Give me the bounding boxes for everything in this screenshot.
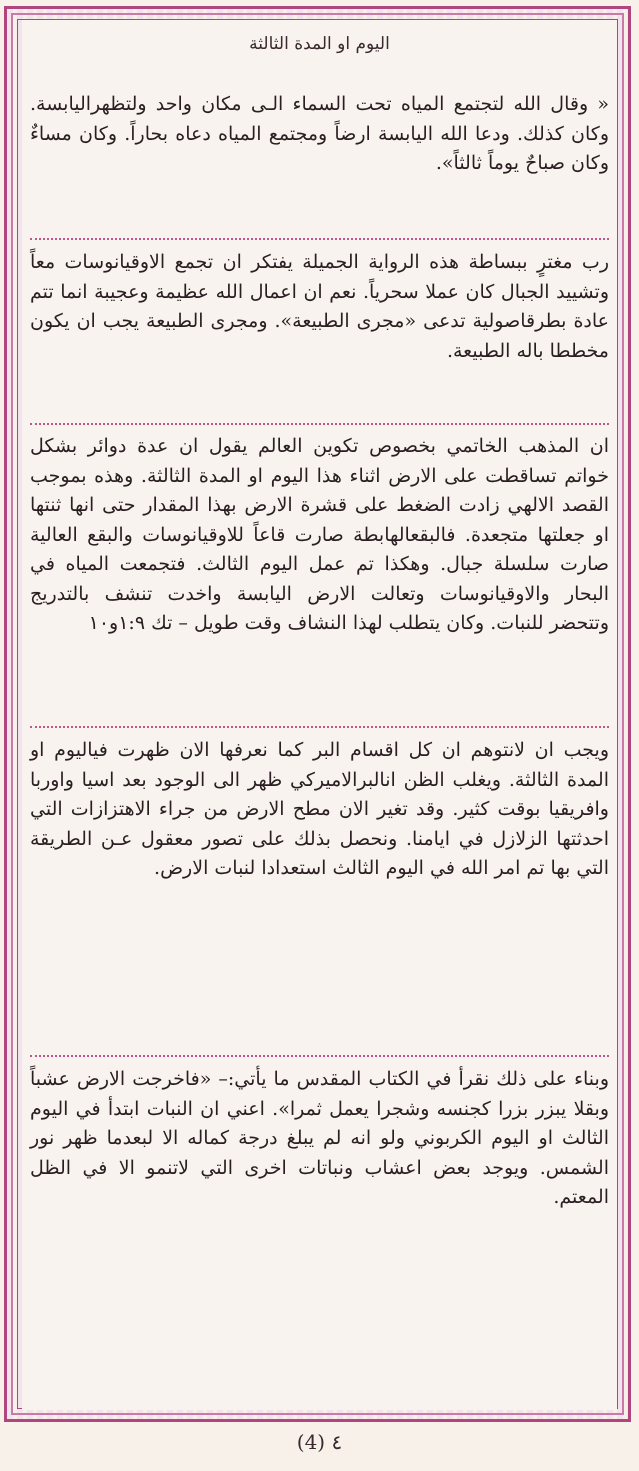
page-number: (4) ٤ bbox=[296, 1430, 343, 1454]
paragraph-divider bbox=[30, 423, 609, 425]
paragraph-divider bbox=[30, 238, 609, 240]
paragraph-4: ويجب ان لانتوهم ان كل اقسام البر كما نعرفها الان ظهرت فياليوم او المدة الثالثة. ويغلب الظن انالبرالاميركي ظهر الى الوجود بعد اسيا واوربا وافريقيا بوقت كثير. وقد تغير الان مطح الارض من جراء الاهتزازات التي احدثتها الزلازل في ايامنا. ونحصل بذلك على تصور معقول عـن الطريقة التي بها تم امر الله في اليوم الثالث استعدادا لنبات الارض. bbox=[30, 739, 609, 879]
paragraph-divider bbox=[30, 726, 609, 728]
paragraph-3: ان المذهب الخاتمي بخصوص تكوين العالم يقول ان عدة دوائر بشكل خواتم تساقطت على الارض اثناء هذا اليوم او المدة الثالثة. وهذه بموجب القصد الالهي زادت الضغط على قشرة الارض بهذا المقدار حتى انها ثنتها او جعلتها متجعدة. فالبقعالهابطة صارت قاعاً للاوقيانوسات والبقع العالية صارت سلسلة جبال. وهكذا تم عمل اليوم الثالث. فتجمعت المياه في البحار والاوقيانوسات وتعالت الارض اليابسة واخدت تنشف بالتدريج وتتحضر للنبات. وكان يتطلب لهذا النشاف وقت طويل – تك ١:٩و١٠ bbox=[30, 435, 609, 634]
paragraph-1: « وقال الله لتجتمع المياه تحت السماء الـى مكان واحد ولتظهراليابسة. وكان كذلك. ودعا الله اليابسة ارضاً ومجتمع المياه دعاه بحاراً. وكان مساءٌ وكان صباحٌ يوماً ثالثاً». bbox=[30, 93, 609, 174]
paragraph-divider bbox=[30, 1055, 609, 1057]
paragraph-2: رب مغترٍ ببساطة هذه الرواية الجميلة يفتكر ان تجمع الاوقيانوسات معاً وتشييد الجبال كان عملا سحرياً. نعم ان اعمال الله عظيمة وعجيبة انما تتم عادة بطرقاصولية تدعى «مجرى الطبيعة». ومجرى الطبيعة يجب ان يكون مخططا باله الطبيعة. bbox=[30, 251, 609, 362]
page-body bbox=[22, 20, 617, 1410]
paragraph-5: وبناء على ذلك نقرأ في الكتاب المقدس ما يأتي:– «فاخرجت الارض عشباً وبقلا يبزر بزرا كجنسه وشجرا يعمل ثمرا». اعني ان النبات ابتدأ في اليوم الثالث او اليوم الكربوني ولو انه لم يبلغ درجة كماله الا لبعدما ظهر نور الشمس. ويوجد بعض اعشاب ونباتات اخرى التي لاتنمو الا في الظل المعتم. bbox=[30, 1068, 609, 1208]
page-title: اليوم او المدة الثالثة bbox=[249, 34, 390, 54]
